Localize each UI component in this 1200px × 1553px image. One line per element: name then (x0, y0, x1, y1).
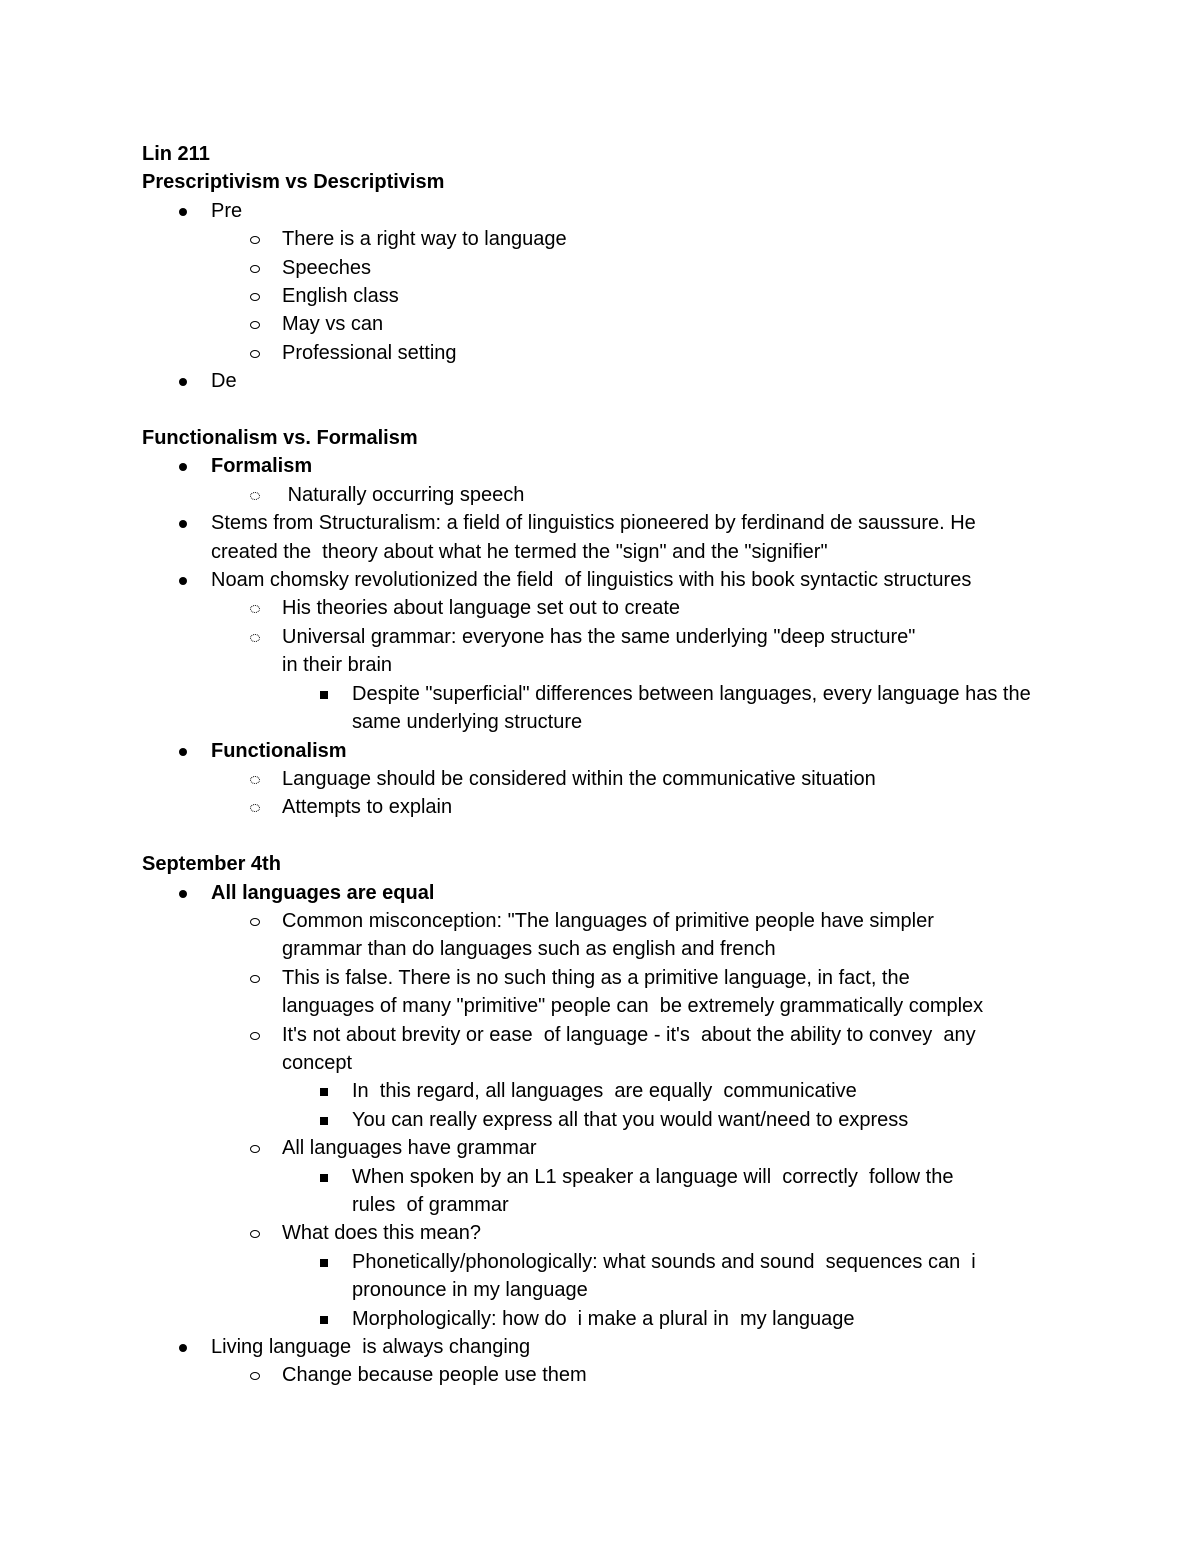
list-item: Living language is always changing (142, 1333, 1062, 1361)
list-item: De (142, 367, 1062, 395)
list-item: What does this mean? (142, 1219, 1062, 1247)
bullet-circle-icon (250, 918, 260, 926)
bullet-circle-icon (250, 236, 260, 244)
list-item: All languages have grammar (142, 1134, 1062, 1162)
bullet-circle-icon (250, 1372, 260, 1380)
list-item: Professional setting (142, 339, 1062, 367)
spacer (142, 822, 1062, 850)
bullet-dotted-circle-icon (250, 804, 260, 812)
list-item: Naturally occurring speech (142, 481, 1062, 509)
section-heading-prescriptivism: Prescriptivism vs Descriptivism (142, 171, 445, 194)
bullet-disc-icon (179, 378, 187, 386)
course-title: Lin 211 (142, 143, 210, 165)
list-item: This is false. There is no such thing as a primitive language, in fact, the languages of many "primitive" people can be extremely grammatically complex (142, 964, 1062, 1021)
bullet-circle-icon (250, 321, 260, 329)
list-item: Attempts to explain (142, 793, 1062, 821)
list-item: Language should be considered within the communicative situation (142, 765, 1062, 793)
bullet-disc-icon (179, 577, 187, 585)
list-item: When spoken by an L1 speaker a language will correctly follow the rules of grammar (142, 1163, 1062, 1220)
bullet-circle-icon (250, 1145, 260, 1153)
bullet-dotted-circle-icon (250, 605, 260, 613)
list-item: Despite "superficial" differences between languages, every language has the same underlying structure (142, 680, 1062, 737)
spacer (142, 396, 1062, 424)
list-item: Morphologically: how do i make a plural in my language (142, 1305, 1062, 1333)
bullet-dotted-circle-icon (250, 776, 260, 784)
bullet-circle-icon (250, 1230, 260, 1238)
bullet-disc-icon (179, 748, 187, 756)
bullet-square-icon (320, 1259, 328, 1267)
bullet-circle-icon (250, 350, 260, 358)
bullet-circle-icon (250, 293, 260, 301)
bullet-square-icon (320, 1088, 328, 1096)
bullet-dotted-circle-icon (250, 634, 260, 642)
list-item: Phonetically/phonologically: what sounds and sound sequences can i pronounce in my language (142, 1248, 1062, 1305)
list-item: It's not about brevity or ease of language - it's about the ability to convey any concept (142, 1021, 1062, 1078)
section-heading-september: September 4th (142, 853, 281, 876)
list-item: In this regard, all languages are equally communicative (142, 1077, 1062, 1105)
list-item: You can really express all that you would want/need to express (142, 1106, 1062, 1134)
document-body (142, 140, 1062, 1390)
list-item: There is a right way to language (142, 225, 1062, 253)
list-item: Speeches (142, 254, 1062, 282)
bullet-disc-icon (179, 1344, 187, 1352)
list-item: Functionalism (142, 737, 1062, 765)
bullet-circle-icon (250, 1032, 260, 1040)
bullet-square-icon (320, 1316, 328, 1324)
bullet-circle-icon (250, 265, 260, 273)
list-item: Noam chomsky revolutionized the field of linguistics with his book syntactic structures (142, 566, 1062, 594)
list-item: His theories about language set out to create (142, 594, 1062, 622)
bullet-square-icon (320, 1174, 328, 1182)
list-item: English class (142, 282, 1062, 310)
list-item: Universal grammar: everyone has the same underlying "deep structure" in their brain (142, 623, 1062, 680)
section-heading-functionalism: Functionalism vs. Formalism (142, 427, 418, 450)
bullet-square-icon (320, 691, 328, 699)
list-item: Change because people use them (142, 1361, 1062, 1389)
list-item: Formalism (142, 452, 1062, 480)
bullet-disc-icon (179, 208, 187, 216)
bullet-square-icon (320, 1117, 328, 1125)
bullet-disc-icon (179, 890, 187, 898)
list-item: Stems from Structuralism: a field of linguistics pioneered by ferdinand de saussure. He created the theory about what he termed the "sign" and the "signifier" (142, 509, 1062, 566)
bullet-disc-icon (179, 520, 187, 528)
bullet-dotted-circle-icon (250, 492, 260, 500)
list-item: Common misconception: "The languages of primitive people have simpler grammar than do languages such as english and french (142, 907, 1062, 964)
list-item: May vs can (142, 310, 1062, 338)
list-item: Pre (142, 197, 1062, 225)
bullet-disc-icon (179, 463, 187, 471)
list-item: All languages are equal (142, 879, 1062, 907)
bullet-circle-icon (250, 975, 260, 983)
